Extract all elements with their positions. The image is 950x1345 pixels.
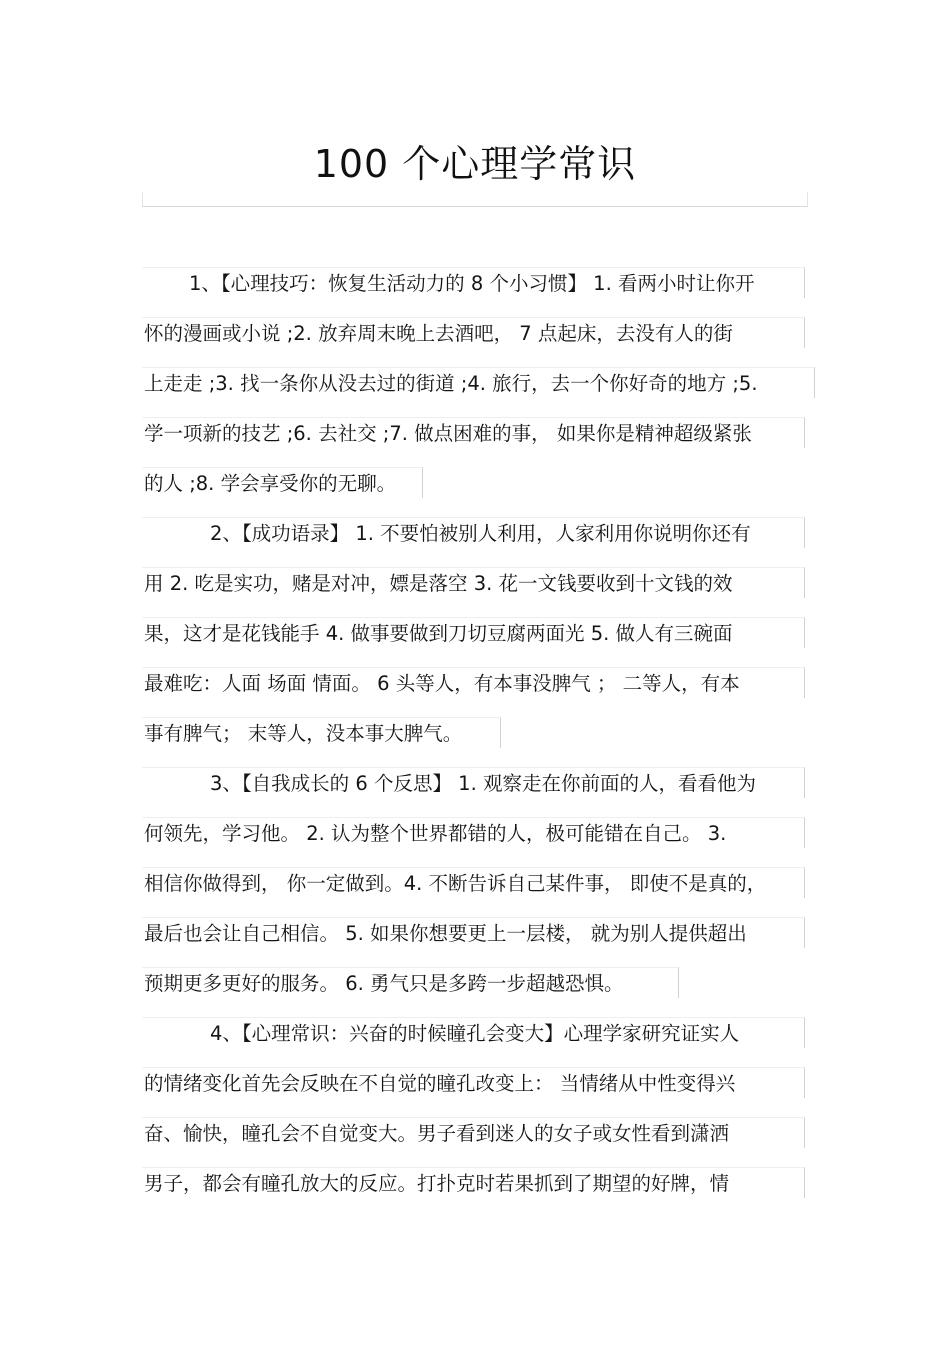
paragraph-1-line-5: 的人 ;8. 学会享受你的无聊。 xyxy=(144,472,397,495)
paragraph-3-line-3: 相信你做得到， 你一定做到。4. 不断告诉自己某件事， 即使不是真的， xyxy=(144,872,767,895)
title-divider xyxy=(142,192,808,207)
paragraph-1-line-3: 上走走 ;3. 找一条你从没去过的街道 ;4. 旅行，去一个你好奇的地方 ;5. xyxy=(144,372,758,395)
paragraph-2-line-5: 事有脾气； 末等人，没本事大脾气。 xyxy=(144,722,463,745)
page-title: 100 个心理学常识 xyxy=(313,142,637,186)
paragraph-2-line-2: 用 2. 吃是实功，赌是对冲，嫖是落空 3. 花一文钱要收到十文钱的效 xyxy=(144,572,733,595)
paragraph-4-line-4: 男子，都会有瞳孔放大的反应。打扑克时若果抓到了期望的好牌，情 xyxy=(144,1172,730,1195)
paragraph-3-line-2: 何领先，学习他。 2. 认为整个世界都错的人，极可能错在自己。 3. xyxy=(144,822,727,845)
paragraph-1-line-2: 怀的漫画或小说 ;2. 放弃周末晚上去酒吧， 7 点起床，去没有人的街 xyxy=(144,322,733,345)
paragraph-1-line-4: 学一项新的技艺 ;6. 去社交 ;7. 做点困难的事， 如果你是精神超级紧张 xyxy=(144,422,752,445)
paragraph-4-line-1: 4、【心理常识：兴奋的时候瞳孔会变大】心理学家研究证实人 xyxy=(210,1022,740,1045)
paragraph-2-line-1: 2、【成功语录】 1. 不要怕被别人利用，人家利用你说明你还有 xyxy=(210,522,751,545)
paragraph-2-line-3: 果，这才是花钱能手 4. 做事要做到刀切豆腐两面光 5. 做人有三碗面 xyxy=(144,622,733,645)
paragraph-1-line-1: 1、【心理技巧：恢复生活动力的 8 个小习惯】 1. 看两小时让你开 xyxy=(189,272,755,295)
paragraph-3-line-4: 最后也会让自己相信。 5. 如果你想要更上一层楼， 就为别人提供超出 xyxy=(144,922,747,945)
paragraph-3-line-5: 预期更多更好的服务。 6. 勇气只是多跨一步超越恐惧。 xyxy=(144,972,624,995)
paragraph-3-line-1: 3、【自我成长的 6 个反思】 1. 观察走在你前面的人，看看他为 xyxy=(210,772,756,795)
paragraph-4-line-3: 奋、愉快，瞳孔会不自觉变大。男子看到迷人的女子或女性看到潇洒 xyxy=(144,1122,730,1145)
paragraph-2-line-4: 最难吃：人面 场面 情面。 6 头等人，有本事没脾气 ； 二等人，有本 xyxy=(144,672,740,695)
paragraph-4-line-2: 的情绪变化首先会反映在不自觉的瞳孔改变上： 当情绪从中性变得兴 xyxy=(144,1072,736,1095)
